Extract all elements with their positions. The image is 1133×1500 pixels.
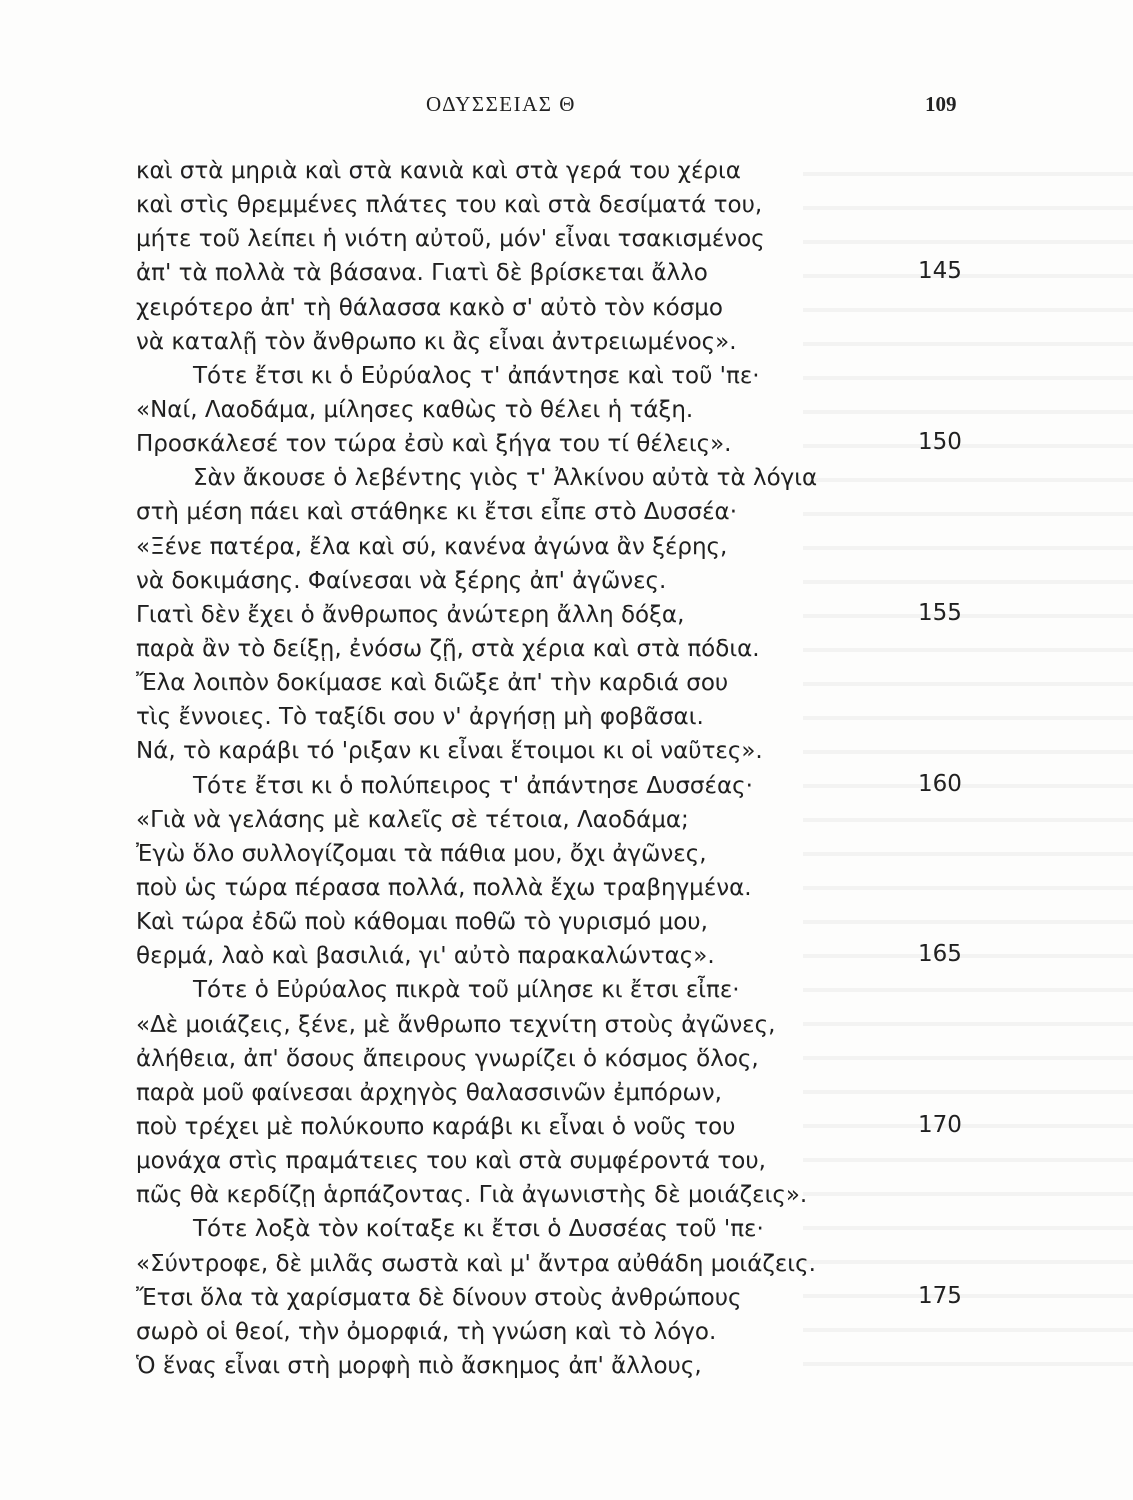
verse-line (0, 1042, 1133, 1076)
line-number: 150 (918, 429, 962, 456)
verse-line (0, 325, 1133, 359)
verse-line (0, 530, 1133, 564)
verse-text: ἀλήθεια, ἀπ' ὅσους ἄπειρους γνωρίζει ὁ κόσμος ὅλος, (136, 1045, 759, 1072)
verse-text: Σὰν ἄκουσε ὁ λεβέντης γιὸς τ' Ἀλκίνου αὐτὰ τὰ λόγια (193, 465, 818, 492)
verse-line (0, 632, 1133, 666)
verse-line (0, 803, 1133, 837)
verse-text: Καὶ τώρα ἐδῶ ποὺ κάθομαι ποθῶ τὸ γυρισμό μου, (136, 909, 708, 936)
verse-line (0, 837, 1133, 871)
verse-line (0, 1212, 1133, 1246)
verse-text: Τότε λοξὰ τὸν κοίταξε κι ἔτσι ὁ Δυσσέας τοῦ 'πε· (193, 1216, 764, 1243)
verse-line (0, 154, 1133, 188)
running-head (0, 92, 1133, 122)
verse-text: ποὺ ὡς τώρα πέρασα πολλά, πολλὰ ἔχω τραβηγμένα. (136, 874, 752, 901)
verse-text: Ἔτσι ὅλα τὰ χαρίσματα δὲ δίνουν στοὺς ἀνθρώπους (136, 1284, 742, 1311)
verse-text: πῶς θὰ κερδίζῃ ἁρπάζοντας. Γιὰ ἀγωνιστὴς δὲ μοιάζεις». (136, 1182, 808, 1209)
verse-line (0, 1144, 1133, 1178)
verse-line (0, 666, 1133, 700)
verse-text: Ἐγὼ ὅλο συλλογίζομαι τὰ πάθια μου, ὄχι ἀγῶνες, (136, 840, 707, 867)
verse-line (0, 427, 1133, 461)
verse-text: χειρότερο ἀπ' τὴ θάλασσα κακὸ σ' αὐτὸ τὸν κόσμο (136, 294, 723, 321)
verse-line (0, 222, 1133, 256)
verse-text: καὶ στὶς θρεμμένες πλάτες του καὶ στὰ δεσίματά του, (136, 192, 763, 219)
verse-text: ποὺ τρέχει μὲ πολύκουπο καράβι κι εἶναι ὁ νοῦς του (136, 1113, 736, 1140)
verse-text: ἀπ' τὰ πολλὰ τὰ βάσανα. Γιατὶ δὲ βρίσκεται ἄλλο (136, 260, 708, 287)
verse-text: μήτε τοῦ λείπει ἡ νιότη αὐτοῦ, μόν' εἶναι τσακισμένος (136, 226, 765, 253)
verse-text: Νά, τὸ καράβι τό 'ριξαν κι εἶναι ἕτοιμοι κι οἱ ναῦτες». (136, 738, 763, 765)
running-title: ΟΔΥΣΣΕΙΑΣ Θ (426, 92, 576, 116)
verse-text: καὶ στὰ μηριὰ καὶ στὰ κανιὰ καὶ στὰ γερά του χέρια (136, 158, 741, 184)
verse-line (0, 1178, 1133, 1212)
verse-line (0, 871, 1133, 905)
line-number: 155 (918, 599, 962, 626)
verse-line (0, 1281, 1133, 1315)
verse-text: Προσκάλεσέ τον τώρα ἐσὺ καὶ ξήγα του τί θέλεις». (136, 431, 732, 458)
page-number: 109 (925, 92, 957, 116)
verse-line (0, 769, 1133, 803)
verse-line (0, 495, 1133, 529)
verse-text: Ὁ ἕνας εἶναι στὴ μορφὴ πιὸ ἄσκημος ἀπ' ἄλλους, (136, 1352, 702, 1379)
verse-line (0, 1110, 1133, 1144)
verse-text: «Δὲ μοιάζεις, ξένε, μὲ ἄνθρωπο τεχνίτη στοὺς ἀγῶνες, (136, 1011, 776, 1038)
verse-text: «Σύντροφε, δὲ μιλᾶς σωστὰ καὶ μ' ἄντρα αὐθάδη μοιάζεις. (136, 1250, 816, 1277)
verse-text: νὰ δοκιμάσης. Φαίνεσαι νὰ ξέρης ἀπ' ἀγῶνες. (136, 567, 667, 594)
line-number: 160 (918, 770, 962, 797)
verse-text: «Ξένε πατέρα, ἔλα καὶ σύ, κανένα ἀγώνα ἂν ξέρης, (136, 533, 728, 560)
line-number: 175 (918, 1282, 962, 1309)
verse-line (0, 291, 1133, 325)
verse-text: Τότε ὁ Εὐρύαλος πικρὰ τοῦ μίλησε κι ἔτσι εἶπε· (193, 977, 740, 1004)
verse-block (0, 154, 1133, 1383)
verse-line (0, 1315, 1133, 1349)
verse-text: Γιατὶ δὲν ἔχει ὁ ἄνθρωπος ἀνώτερη ἄλλη δόξα, (136, 601, 685, 628)
verse-line (0, 461, 1133, 495)
verse-line (0, 939, 1133, 973)
verse-line (0, 1008, 1133, 1042)
verse-text: «Ναί, Λαοδάμα, μίλησες καθὼς τὸ θέλει ἡ τάξη. (136, 396, 694, 423)
verse-line (0, 598, 1133, 632)
verse-text: «Γιὰ νὰ γελάσης μὲ καλεῖς σὲ τέτοια, Λαοδάμα; (136, 806, 689, 833)
verse-text: μονάχα στὶς πραμάτειες του καὶ στὰ συμφέροντά του, (136, 1148, 766, 1175)
verse-line (0, 734, 1133, 768)
verse-text: Τότε ἔτσι κι ὁ πολύπειρος τ' ἀπάντησε Δυσσέας· (193, 772, 753, 799)
verse-text: σωρὸ οἱ θεοί, τὴν ὀμορφιά, τὴ γνώση καὶ τὸ λόγο. (136, 1318, 717, 1345)
verse-text: παρὰ μοῦ φαίνεσαι ἀρχηγὸς θαλασσινῶν ἐμπόρων, (136, 1079, 722, 1106)
verse-text: νὰ καταλῇ τὸν ἄνθρωπο κι ἂς εἶναι ἀντρειωμένος». (136, 328, 737, 355)
verse-text: στὴ μέση πάει καὶ στάθηκε κι ἔτσι εἶπε στὸ Δυσσέα· (136, 499, 738, 526)
verse-text: Τότε ἔτσι κι ὁ Εὐρύαλος τ' ἀπάντησε καὶ τοῦ 'πε· (193, 362, 760, 389)
verse-text: θερμά, λαὸ καὶ βασιλιά, γι' αὐτὸ παρακαλώντας». (136, 943, 715, 970)
verse-line (0, 973, 1133, 1007)
verse-text: παρὰ ἂν τὸ δείξῃ, ἐνόσω ζῇ, στὰ χέρια καὶ στὰ πόδια. (136, 635, 760, 662)
verse-line (0, 1349, 1133, 1383)
verse-line (0, 256, 1133, 290)
verse-text: Ἔλα λοιπὸν δοκίμασε καὶ διῶξε ἀπ' τὴν καρδιά σου (136, 670, 729, 697)
line-number: 165 (918, 941, 962, 968)
verse-text: τὶς ἔννοιες. Τὸ ταξίδι σου ν' ἀργήσῃ μὴ φοβᾶσαι. (136, 704, 704, 731)
verse-line (0, 1247, 1133, 1281)
verse-line (0, 188, 1133, 222)
verse-line (0, 905, 1133, 939)
line-number: 170 (918, 1111, 962, 1138)
line-number: 145 (918, 258, 962, 285)
verse-line (0, 1076, 1133, 1110)
verse-line (0, 564, 1133, 598)
verse-line (0, 700, 1133, 734)
verse-line (0, 393, 1133, 427)
verse-line (0, 359, 1133, 393)
